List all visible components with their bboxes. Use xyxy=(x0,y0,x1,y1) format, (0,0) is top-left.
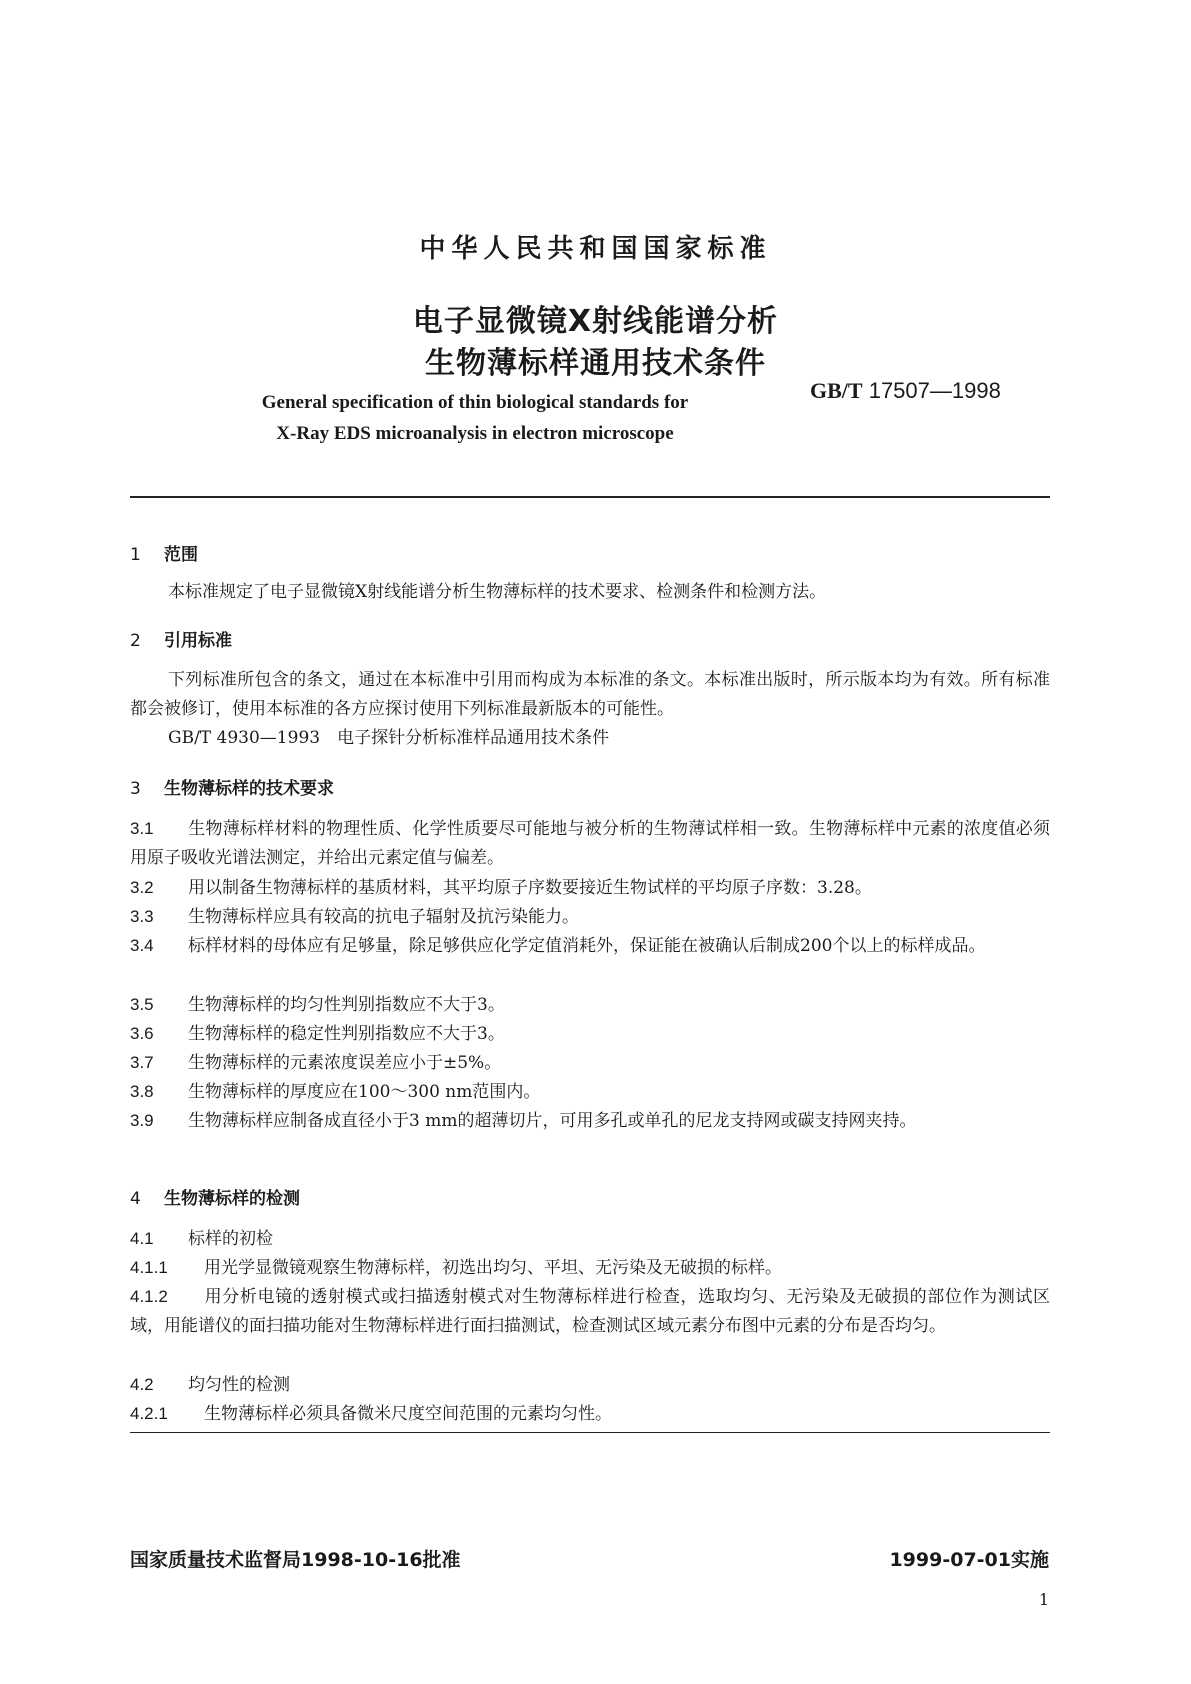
section-title: 范围 xyxy=(164,545,198,565)
clause-4-1-2 xyxy=(130,1282,1050,1341)
clause-4-2-1 xyxy=(130,1399,1050,1429)
section-title: 引用标准 xyxy=(164,631,232,651)
title-cn-line2: 生物薄标样通用技术条件 xyxy=(425,346,766,381)
clause-text: 用分析电镜的透射模式或扫描透射模式对生物薄标样进行检查，选取均匀、无污染及无破损的部位作为测试区域，用能谱仪的面扫描功能对生物薄标样进行面扫描测试，检查测试区域元素分布图中元素的分布是否均匀。 xyxy=(130,1287,1050,1336)
section-4-heading xyxy=(130,1184,300,1209)
clause-number: 4.1.1 xyxy=(130,1258,168,1277)
footer-divider xyxy=(130,1432,1050,1433)
standard-code-number: 17507—1998 xyxy=(868,378,1001,403)
clause-3-6 xyxy=(130,1019,1050,1049)
clause-number: 3.2 xyxy=(130,878,154,897)
clause-3-9 xyxy=(130,1106,1050,1136)
clause-text: 生物薄标样应具有较高的抗电子辐射及抗污染能力。 xyxy=(188,907,579,927)
clause-text: 生物薄标样的元素浓度误差应小于±5%。 xyxy=(188,1053,502,1073)
section-number: 2 xyxy=(130,631,141,651)
clause-3-4 xyxy=(130,931,1050,961)
clause-text: 生物薄标样应制备成直径小于3 mm的超薄切片，可用多孔或单孔的尼龙支持网或碳支持网夹持。 xyxy=(188,1111,917,1131)
clause-number: 3.5 xyxy=(130,995,154,1014)
clause-text: 标样的初检 xyxy=(188,1229,273,1249)
section-title: 生物薄标样的检测 xyxy=(164,1189,300,1209)
clause-number: 4.2 xyxy=(130,1375,154,1394)
clause-number: 3.1 xyxy=(130,819,154,838)
implementation-date: 1999-07-01实施 xyxy=(889,1549,1049,1571)
clause-3-2 xyxy=(130,873,1050,903)
clause-3-5 xyxy=(130,990,1050,1020)
section-number: 4 xyxy=(130,1189,141,1209)
clause-4-1-1 xyxy=(130,1253,1050,1283)
clause-text: 生物薄标样的厚度应在100～300 nm范围内。 xyxy=(188,1082,541,1102)
section-3-heading xyxy=(130,774,334,799)
clause-4-1 xyxy=(130,1224,1050,1254)
clause-number: 3.4 xyxy=(130,936,154,955)
header-divider xyxy=(130,496,1050,498)
clause-number: 3.6 xyxy=(130,1024,154,1043)
clause-3-7 xyxy=(130,1048,1050,1078)
clause-4-2 xyxy=(130,1370,1050,1400)
clause-3-3 xyxy=(130,902,1050,932)
section-title: 生物薄标样的技术要求 xyxy=(164,779,334,799)
clause-text: 生物薄标样的均匀性判别指数应不大于3。 xyxy=(188,995,505,1015)
clause-text: 用光学显微镜观察生物薄标样，初选出均匀、平坦、无污染及无破损的标样。 xyxy=(204,1258,782,1278)
approval-date: 国家质量技术监督局1998-10-16批准 xyxy=(130,1549,461,1571)
clause-number: 3.7 xyxy=(130,1053,154,1072)
section-2-text: 下列标准所包含的条文，通过在本标准中引用而构成为本标准的条文。本标准出版时，所示版本均为有效。所有标准都会被修订，使用本标准的各方应探讨使用下列标准最新版本的可能性。 xyxy=(130,670,1050,719)
title-en-line1: General specification of thin biological standards for xyxy=(261,392,689,413)
clause-text: 生物薄标样必须具备微米尺度空间范围的元素均匀性。 xyxy=(204,1404,612,1424)
clause-number: 4.2.1 xyxy=(130,1404,168,1423)
national-standard-heading: 中华人民共和国国家标准 xyxy=(419,234,772,264)
clause-number: 3.8 xyxy=(130,1082,154,1101)
title-en-line2: X-Ray EDS microanalysis in electron microscope xyxy=(276,423,674,444)
page-number: 1 xyxy=(1038,1590,1049,1609)
section-2-reference: GB/T 4930—1993 电子探针分析标准样品通用技术条件 xyxy=(168,728,610,748)
clause-text: 生物薄标样材料的物理性质、化学性质要尽可能地与被分析的生物薄试样相一致。生物薄标样中元素的浓度值必须用原子吸收光谱法测定，并给出元素定值与偏差。 xyxy=(130,819,1050,868)
clause-text: 标样材料的母体应有足够量，除足够供应化学定值消耗外，保证能在被确认后制成200个以上的标样成品。 xyxy=(188,936,986,956)
clause-number: 4.1.2 xyxy=(130,1287,168,1306)
section-2-heading xyxy=(130,626,232,651)
section-number: 3 xyxy=(130,779,141,799)
section-1-heading xyxy=(130,540,198,565)
clause-number: 4.1 xyxy=(130,1229,154,1248)
section-number: 1 xyxy=(130,545,141,565)
clause-number: 3.9 xyxy=(130,1111,154,1130)
standard-code-prefix: GB/T xyxy=(810,378,863,403)
clause-text: 生物薄标样的稳定性判别指数应不大于3。 xyxy=(188,1024,505,1044)
title-cn-line1: 电子显微镜X射线能谱分析 xyxy=(412,304,779,339)
clause-3-1 xyxy=(130,814,1050,873)
clause-number: 3.3 xyxy=(130,907,154,926)
clause-text: 用以制备生物薄标样的基质材料，其平均原子序数要接近生物试样的平均原子序数：3.28。 xyxy=(188,878,872,898)
clause-text: 均匀性的检测 xyxy=(188,1375,290,1395)
section-1-text: 本标准规定了电子显微镜X射线能谱分析生物薄标样的技术要求、检测条件和检测方法。 xyxy=(168,582,827,602)
clause-3-8 xyxy=(130,1077,1050,1107)
